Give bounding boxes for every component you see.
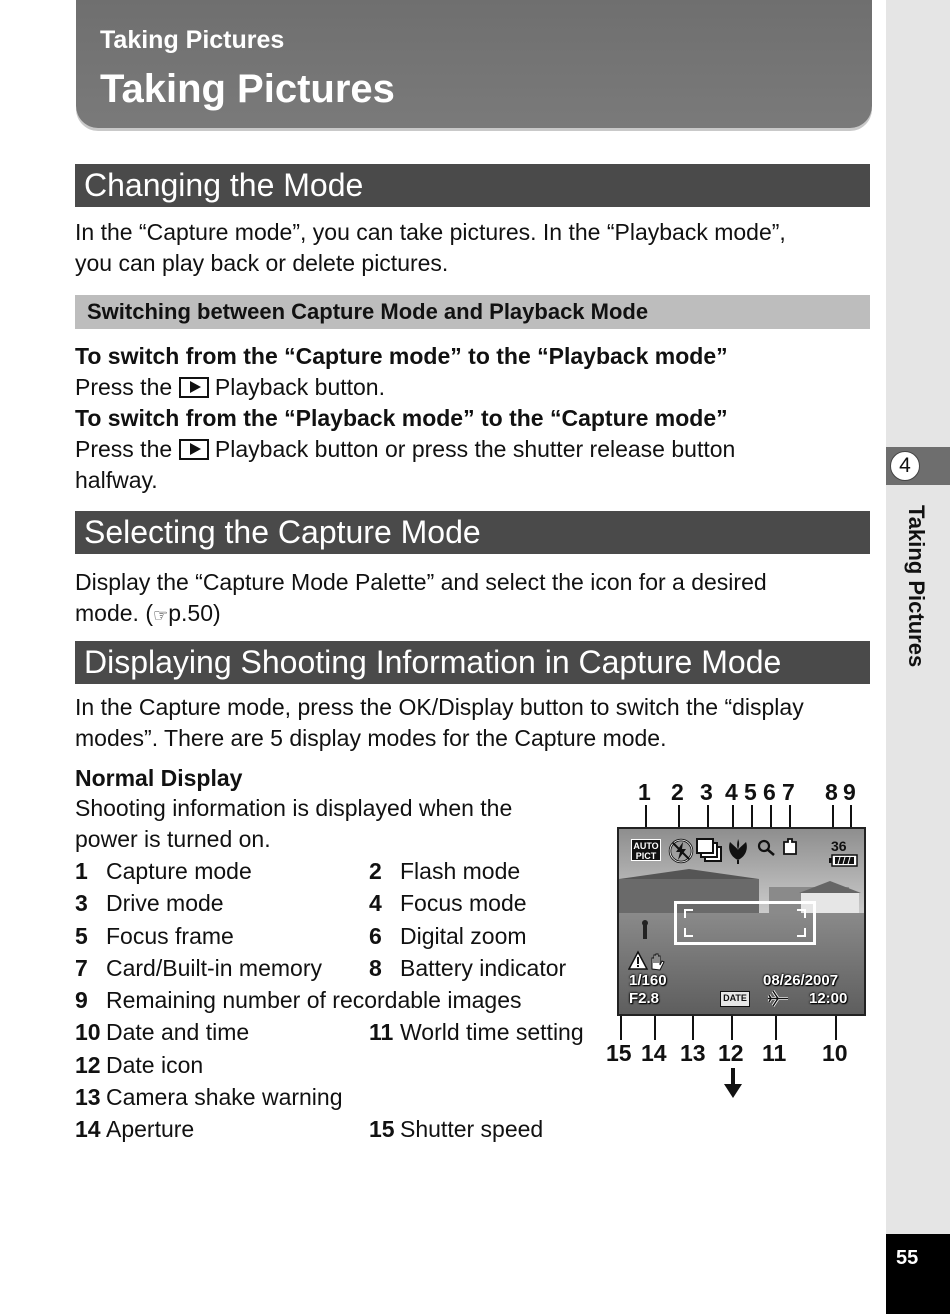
page-reference[interactable]: p.50) [168,600,221,626]
item-label: Focus frame [106,923,234,949]
callout-number: 14 [641,1040,667,1066]
callout-number: 7 [782,779,795,805]
item-number: 12 [75,1052,101,1078]
callout-number: 6 [763,779,776,805]
list-item [75,1114,194,1145]
focus-corner [797,909,806,918]
focus-frame [674,901,816,945]
callout-number: 4 [725,779,738,805]
changing-mode-text-2: you can play back or delete pictures. [75,250,449,276]
list-item [369,1017,584,1048]
displaying-text-1: In the Capture mode, press the OK/Display button to switch the “display [75,694,804,720]
list-item [75,1082,343,1113]
item-number: 2 [369,858,382,884]
capture-mode-bottom-label: PICT [635,851,657,861]
item-number: 5 [75,923,88,949]
aperture-value: F2.8 [629,990,660,1007]
flash-off-icon [668,838,694,864]
normal-display-text-1: Shooting information is displayed when the [75,795,513,821]
item-number: 9 [75,987,88,1013]
playback-icon [179,439,209,460]
list-item [75,985,522,1016]
focus-corner [684,928,693,937]
section-heading-selecting: Selecting the Capture Mode [75,511,870,554]
callout-number: 5 [744,779,757,805]
callout-number: 2 [671,779,684,805]
page-number-box [886,1234,950,1314]
normal-display-heading: Normal Display [75,765,243,791]
reference-arrow-icon: ☞ [152,606,169,625]
switch-text-3: halfway. [75,467,158,493]
focus-corner [684,909,693,918]
callout-number: 11 [762,1040,787,1066]
chapter-small-title: Taking Pictures [100,26,285,54]
switch-text-1 [75,372,385,403]
list-item [75,856,252,887]
capture-mode-top-label: AUTO [633,841,659,851]
item-number: 4 [369,890,382,916]
time-value: 12:00 [809,990,848,1007]
selecting-text-2a: mode. ( [75,600,153,626]
drive-mode-icon [695,837,723,864]
item-number: 10 [75,1019,101,1045]
normal-display-text-2: power is turned on. [75,826,271,852]
switch-text-2 [75,434,735,465]
callout-number: 10 [822,1040,848,1066]
item-number: 11 [369,1019,394,1045]
item-label: Digital zoom [400,923,527,949]
callout-number: 9 [843,779,856,805]
switch-text-1a: Press the [75,374,179,400]
macro-focus-icon [726,838,750,864]
focus-corner [797,928,806,937]
item-label: Card/Built-in memory [106,955,322,981]
list-item [369,888,527,919]
item-number: 14 [75,1116,101,1142]
list-item [75,1050,203,1081]
callout-number: 13 [680,1040,706,1066]
callout-number: 8 [825,779,838,805]
list-item [75,1017,249,1048]
item-label: Capture mode [106,858,252,884]
displaying-text-2: modes”. There are 5 display modes for the Capture mode. [75,725,667,751]
list-item [75,921,234,952]
capture-mode-icon [631,839,661,861]
item-number: 15 [369,1116,395,1142]
switch-heading-capture-to-playback: To switch from the “Capture mode” to the “Playback mode” [75,343,728,369]
built-in-memory-icon [782,838,798,856]
switch-text-2a: Press the [75,436,179,462]
item-number: 13 [75,1084,101,1110]
changing-mode-text-1: In the “Capture mode”, you can take pictures. In the “Playback mode”, [75,219,786,245]
page-number: 55 [896,1247,919,1269]
date-value: 08/26/2007 [763,972,839,989]
list-item [369,856,520,887]
list-item [369,953,566,984]
item-label: Drive mode [106,890,224,916]
remaining-images-count: 36 [831,838,847,854]
digital-zoom-icon [757,839,777,857]
item-label: Camera shake warning [106,1084,343,1110]
airplane-icon [767,990,789,1007]
selecting-text-1: Display the “Capture Mode Palette” and select the icon for a desired [75,569,767,595]
callout-number: 12 [718,1040,744,1066]
callout-number: 3 [700,779,713,805]
camera-shake-warning-icon [628,950,670,972]
list-item [75,888,224,919]
list-item [369,921,527,952]
item-label: Shutter speed [400,1116,544,1142]
item-number: 6 [369,923,382,949]
section-heading-changing-mode: Changing the Mode [75,164,870,207]
item-label: Flash mode [400,858,521,884]
item-label: Battery indicator [400,955,567,981]
chapter-title: Taking Pictures [100,67,395,111]
lcd-screen [617,827,866,1016]
switch-text-2b: Playback button or press the shutter release button [208,436,736,462]
side-chapter-label: Taking Pictures [904,505,929,668]
item-label: Date and time [106,1019,250,1045]
item-number: 8 [369,955,382,981]
date-icon: DATE [720,991,750,1007]
item-number: 7 [75,955,88,981]
callout-number: 15 [606,1040,632,1066]
item-label: World time setting [400,1019,584,1045]
list-item [369,1114,543,1145]
chapter-number-badge: 4 [890,451,920,481]
section-heading-displaying: Displaying Shooting Information in Capture Mode [75,641,870,684]
callout-number: 1 [638,779,651,805]
switch-text-1b: Playback button. [208,374,385,400]
item-label: Remaining number of recordable images [106,987,522,1013]
switch-heading-playback-to-capture: To switch from the “Playback mode” to the “Capture mode” [75,405,728,431]
list-item [75,953,322,984]
subsection-heading-switching: Switching between Capture Mode and Playback Mode [75,295,870,329]
item-number: 1 [75,858,88,884]
selecting-text-2 [75,598,221,631]
item-label: Date icon [106,1052,204,1078]
item-number: 3 [75,890,88,916]
down-arrow-icon [722,1068,744,1100]
shutter-speed-value: 1/160 [629,972,667,989]
item-label: Focus mode [400,890,527,916]
item-label: Aperture [106,1116,195,1142]
battery-icon [829,854,859,867]
playback-icon [179,377,209,398]
